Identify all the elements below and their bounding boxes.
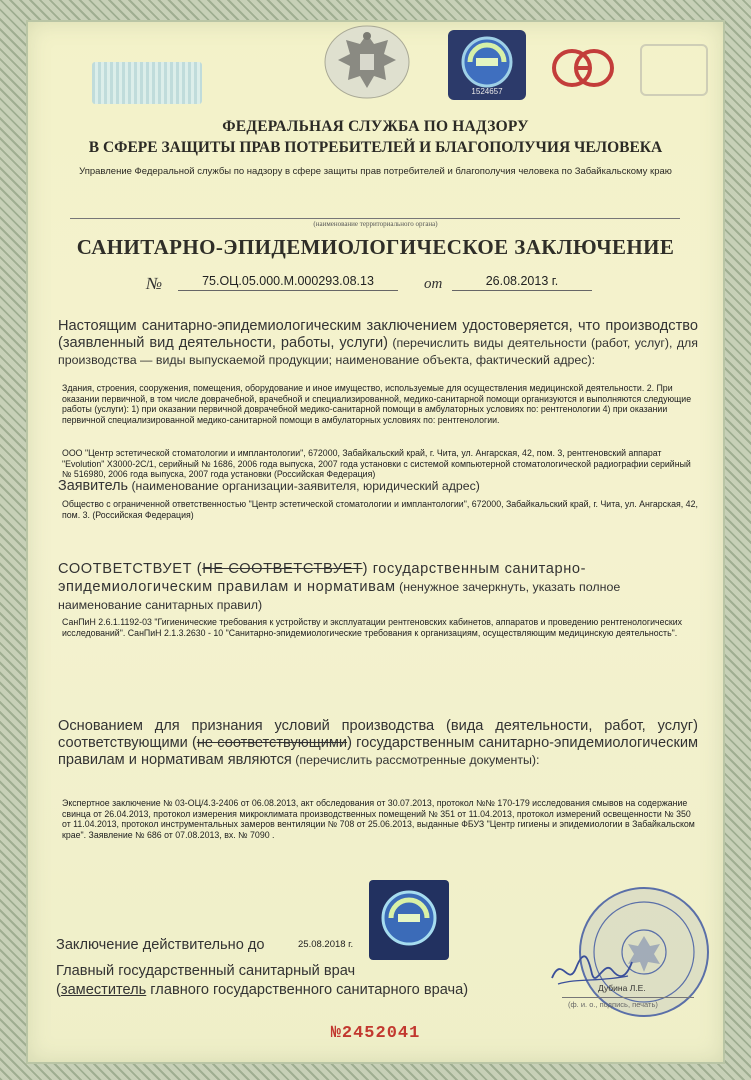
agency-name-line1: ФЕДЕРАЛЬНАЯ СЛУЖБА ПО НАДЗОРУ xyxy=(222,118,529,135)
conformity-paragraph xyxy=(58,560,698,614)
signatory-name: Дубина Л.Е. xyxy=(598,983,646,993)
applicant-hint: (наименование организации-заявителя, юридический адрес) xyxy=(128,479,480,493)
signature-caption: (ф. и. о., подпись, печать) xyxy=(568,1000,658,1009)
date-label: от xyxy=(424,276,443,292)
rules-text: СанПиН 2.6.1.1192-03 "Гигиенические требования к устройству и эксплуатации рентгеновских кабинетов, аппаратов и проведению рентгенологических исследований". СанПиН 2.1.3.2630 - 10 "Санитарно-эпидемиологические требования к организациям, осуществляющим медицинскую деятельность". xyxy=(62,617,683,638)
registration-date: 26.08.2013 г. xyxy=(452,274,592,291)
organ-underline xyxy=(70,218,680,219)
hologram-number: 1524657 xyxy=(471,87,503,96)
organ-note: (наименование территориального органа) xyxy=(313,220,438,228)
hologram-sticker-icon xyxy=(369,880,449,960)
basis-struck: не соответствующими xyxy=(196,735,348,751)
chief-title-line1: Главный государственный санитарный врач xyxy=(56,963,356,979)
intro-main: Настоящим санитарно-эпидемиологическим заключением удостоверяется, что производство (заявленный вид деятельности, работы, услуги) xyxy=(58,318,698,351)
validity-date: 25.08.2018 г. xyxy=(298,939,354,950)
basis-hint: (перечислить рассмотренные документы): xyxy=(291,753,540,767)
sanitary-logo-icon xyxy=(548,46,618,90)
coat-of-arms-emblem-icon xyxy=(322,22,412,100)
chief-open-paren: ( xyxy=(56,982,61,998)
agency-name-line2: В СФЕРЕ ЗАЩИТЫ ПРАВ ПОТРЕБИТЕЛЕЙ И БЛАГОПОЛУЧИЯ ЧЕЛОВЕКА xyxy=(88,139,663,156)
organization-text: ООО "Центр эстетической стоматологии и имплантологии", 672000, Забайкальский край, г. Чита, ул. Ангарская, 42, пом. 3, рентгеновский аппарат "Evolution" X3000-2C/1, серийный № 1686, 2006 года выпуска, 2007 года установки с системой компьютерной стоматологической радиографии серийный № 516980, 2006 года выпуска, 2007 года установки (Российская Федерация) xyxy=(62,448,691,479)
registration-number: 75.ОЦ.05.000.М.000293.08.13 xyxy=(178,274,398,291)
conformity-part1: СООТВЕТСТВУЕТ ( xyxy=(58,561,203,577)
document-title: САНИТАРНО-ЭПИДЕМИОЛОГИЧЕСКОЕ ЗАКЛЮЧЕНИЕ xyxy=(76,235,675,259)
applicant-label: Заявитель xyxy=(58,478,129,494)
intro-hint: (перечислить виды деятельности (работ, услуг), для производства — виды выпускаемой продукции; наименование объекта, фактический адрес): xyxy=(58,336,698,367)
validity-label: Заключение действительно до xyxy=(56,937,265,953)
conformity-struck: НЕ СООТВЕТСТВУЕТ xyxy=(202,561,363,577)
department-name: Управление Федеральной службы по надзору в сфере защиты прав потребителей и благополучия человека по Забайкальскому краю xyxy=(79,166,672,177)
applicant-heading xyxy=(58,478,480,494)
intro-paragraph xyxy=(58,318,698,369)
number-label: № xyxy=(146,274,163,293)
applicant-text: Общество с ограниченной ответственностью "Центр эстетической стоматологии и имплантологии", 672000, Забайкальский край, г. Чита, ул. Ангарская, 42, пом. 3. (Российская Федерация) xyxy=(62,499,698,520)
basis-part2: ) государственным санитарно-эпидемиологическим правилам и нормативам являются xyxy=(58,735,699,768)
hologram-seal-icon xyxy=(448,30,526,100)
chief-deputy: заместитель xyxy=(60,982,147,998)
conformity-hint: (ненужное зачеркнуть, указать полное наименование санитарных правил) xyxy=(58,580,621,612)
corner-stamp xyxy=(640,44,708,96)
chief-title-rest: главного государственного санитарного врача) xyxy=(146,982,469,998)
hologram-strip xyxy=(92,62,202,104)
documents-text: Экспертное заключение № 03-ОЦ/4.3-2406 от 06.08.2013, акт обследования от 30.07.2013, протокол №№ 170-179 исследования смывов на содержание свинца от 26.04.2013, протокол измерения микроклимата производственных помещений № 351 от 11.04.2013, протокол измерений освещенности № 350 от 11.04.2013, протокол инструментальных замеров вентиляции № 708 от 25.06.2013, выданные ФБУЗ "Центр гигиены и эпидемиологии в Забайкальском крае". Заявление № 686 от 07.08.2013, вх. № 7090 . xyxy=(62,798,695,840)
objects-text: Здания, строения, сооружения, помещения, оборудование и иное имущество, используемые для осуществления медицинской деятельности. 2. При оказании первичной, в том числе доврачебной, врачебной и специализированной, медико-санитарной помощи организуются и выполняются следующие работы (услуги): 1) при оказании первичной доврачебной медико-санитарной помощи в амбулаторных условиях по: рентгенологии 4) при оказании первичной специализированной медико-санитарной помощи в амбулаторных условиях по: рентгенологии. xyxy=(62,383,692,425)
basis-part1: Основанием для признания условий производства (вида деятельности, работ, услуг) соответствующими ( xyxy=(58,718,698,751)
serial-number: №2452041 xyxy=(330,1024,421,1043)
basis-paragraph xyxy=(58,718,698,769)
signature-line xyxy=(562,997,694,998)
chief-title-line2 xyxy=(56,982,468,998)
conformity-part2: ) государственным санитарно-эпидемиологическим правилам и нормативам xyxy=(58,561,587,595)
